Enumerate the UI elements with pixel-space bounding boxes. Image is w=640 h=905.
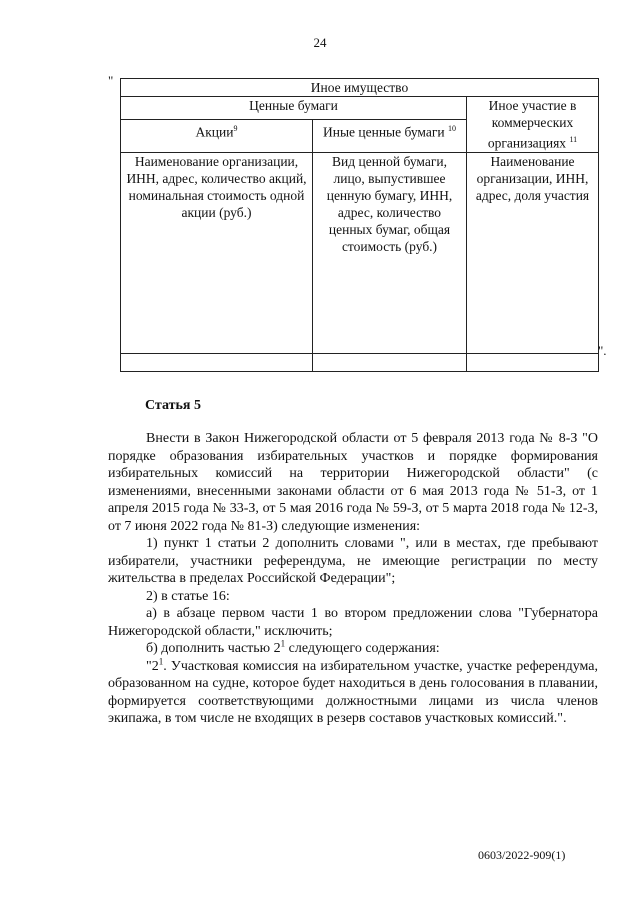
article-intro: Внести в Закон Нижегородской области от 5 февраля 2013 года № 8-З "О порядке образования избирательных участков и порядке формирования избирательных комиссий на территории Нижегородской области" (с изменениями, внесенными законами области от 6 мая 2013 года № 51-З, от 1 апреля 2015 года № 33-З, от 5 мая 2016 года № 59-З, от 5 марта 2018 года № 12-З, от 7 июня 2022 года № 81-З) следующие изменения: [108,431,598,534]
header-other-participation [467,97,599,153]
quoted-part-number: "2 [146,658,159,674]
document-code: 0603/2022-909(1) [478,848,566,862]
cell-participation-description: Наименование организации, ИНН, адрес, доля участия [467,152,599,353]
item-2b-text: б) дополнить частью 2 [146,641,281,656]
page-number: 24 [313,35,327,50]
footnote-mark-9: 9 [233,124,238,134]
article-body [108,430,598,728]
footnote-mark-11: 11 [569,135,578,144]
item-2b [108,640,598,658]
header-other-property: Иное имущество [121,79,599,97]
item-2a: а) в абзаце первом части 1 во втором предложении слова "Губернатора Нижегородской области," исключить; [108,606,598,639]
header-shares-label: Акции [195,124,234,140]
cell-shares-description: Наименование организации, ИНН, адрес, количество акций, номинальная стоимость одной акции (руб.) [121,152,313,353]
empty-cell [313,353,467,371]
header-other-participation-label: Иное участие в коммерческих организациях [487,98,577,151]
header-shares [121,120,313,152]
closing-quote: ". [598,343,607,358]
opening-quote: " [108,73,114,88]
property-table [120,78,599,372]
superscript-1: 1 [280,638,286,649]
header-securities: Ценные бумаги [121,97,467,120]
quoted-new-part [108,655,598,728]
empty-cell [467,353,599,371]
empty-cell [121,353,313,371]
superscript-1: 1 [158,655,164,666]
cell-other-securities-description: Вид ценной бумаги, лицо, выпустившее ценную бумагу, ИНН, адрес, количество ценных бумаг, общая стоимость (руб.) [313,152,467,353]
header-other-securities-label: Иные ценные бумаги [322,124,445,140]
quoted-part-text: . Участковая комиссия на избирательном участке, участке референдума, образованном на судне, которое будет находиться в день голосования в плавании, формируется соответствующими должностными лицами из числа членов экипажа, в том числе не входящих в резерв составов участковых комиссий.". [108,658,598,726]
item-2: 2) в статье 16: [146,588,230,604]
article-title: Статья 5 [145,398,201,413]
item-2b-tail: следующего содержания: [285,641,440,656]
footnote-mark-10: 10 [448,124,457,134]
item-1: 1) пункт 1 статьи 2 дополнить словами ", или в местах, где пребывают избиратели, участники референдума, не имеющие регистрации по месту жительства в пределах Российской Федерации"; [108,536,598,586]
header-other-securities [313,120,467,152]
